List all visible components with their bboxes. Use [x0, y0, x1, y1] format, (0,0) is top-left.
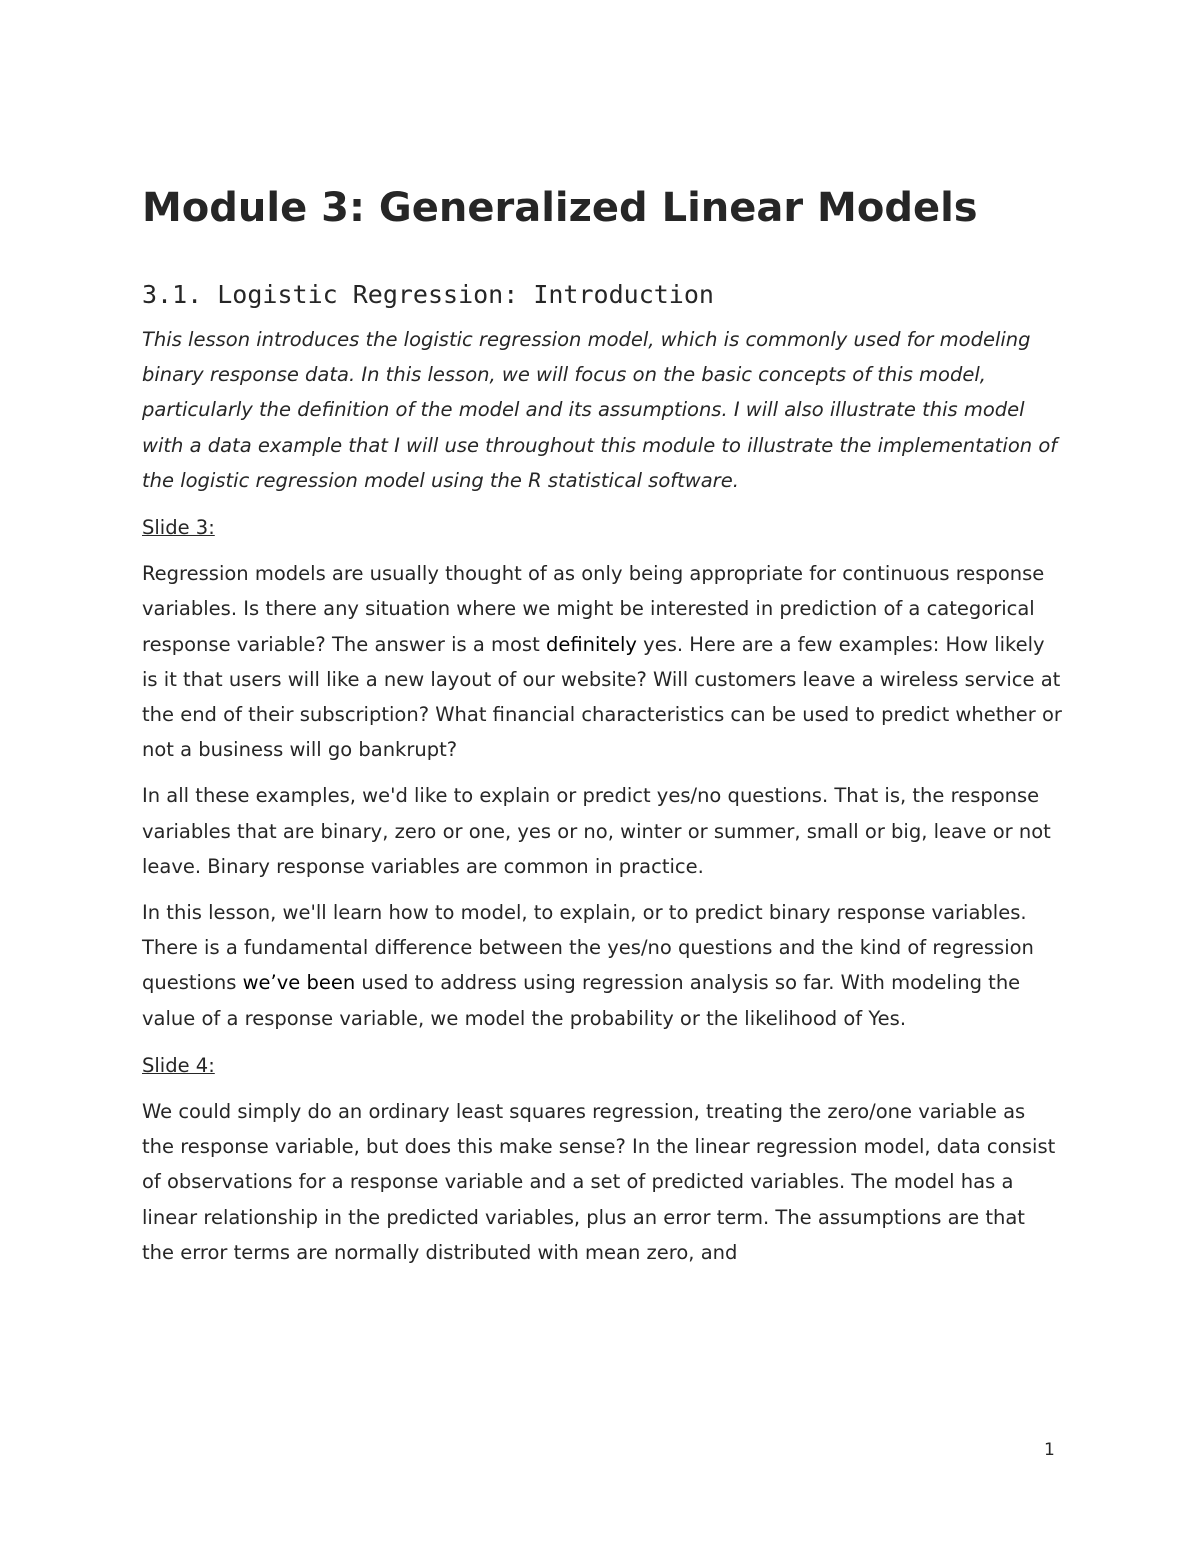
- page-number: 1: [1044, 1440, 1055, 1460]
- slide-3-paragraph-1-text-a: Regression models are usually thought of as only being appropriate for continuous response variables. Is there any situation where we might be interested in prediction of a categorical response variable? The answer is a most: [142, 562, 1045, 656]
- slide-3-paragraph-3-text-b: used to address using regression analysis so far. With modeling the value of a response variable, we model the probability or the likelihood of Yes.: [142, 971, 1021, 1030]
- page-content: [142, 180, 1062, 1270]
- slide-3-paragraph-3-text-a: In this lesson, we'll learn how to model, to explain, or to predict binary response variables. There is a fundamental difference between the yes/no questions and the kind of regression questions: [142, 901, 1034, 995]
- slide-4-label: Slide 4:: [142, 1053, 215, 1077]
- slide-3-paragraph-1-text-b: yes. Here are a few examples: How likely is it that users will like a new layout of our website? Will customers leave a wireless service at the end of their subscription? What financial characteristics can be used to predict whether or not a business will go bankrupt?: [142, 632, 1062, 762]
- slide-3-paragraph-3-emphasis: we’ve been: [242, 971, 356, 995]
- slide-3-paragraph-1: [142, 556, 1062, 767]
- slide-3-paragraph-2: In all these examples, we'd like to explain or predict yes/no questions. That is, the response variables that are binary, zero or one, yes or no, winter or summer, small or big, leave or not leave. Binary response variables are common in practice.: [142, 784, 1051, 878]
- slide-3-paragraph-3: [142, 895, 1062, 1036]
- slide-3-label: Slide 3:: [142, 516, 215, 540]
- slide-4-paragraph-1: We could simply do an ordinary least squares regression, treating the zero/one variable as the response variable, but does this make sense? In the linear regression model, data consist of observations for a response variable and a set of predicted variables. The model has a linear relationship in the predicted variables, plus an error term. The assumptions are that the error terms are normally distributed with mean zero, and: [142, 1100, 1056, 1264]
- module-title: Module 3: Generalized Linear Models: [142, 185, 978, 231]
- intro-paragraph: This lesson introduces the logistic regression model, which is commonly used for modeling binary response data. In this lesson, we will focus on the basic concepts of this model, particularly the definition of the model and its assumptions. I will also illustrate this model with a data example that I will use throughout this module to illustrate the implementation of the logistic regression model using the R statistical software.: [142, 328, 1058, 492]
- section-title: 3.1. Logistic Regression: Introduction: [142, 280, 714, 309]
- slide-3-paragraph-1-emphasis: definitely: [545, 632, 637, 656]
